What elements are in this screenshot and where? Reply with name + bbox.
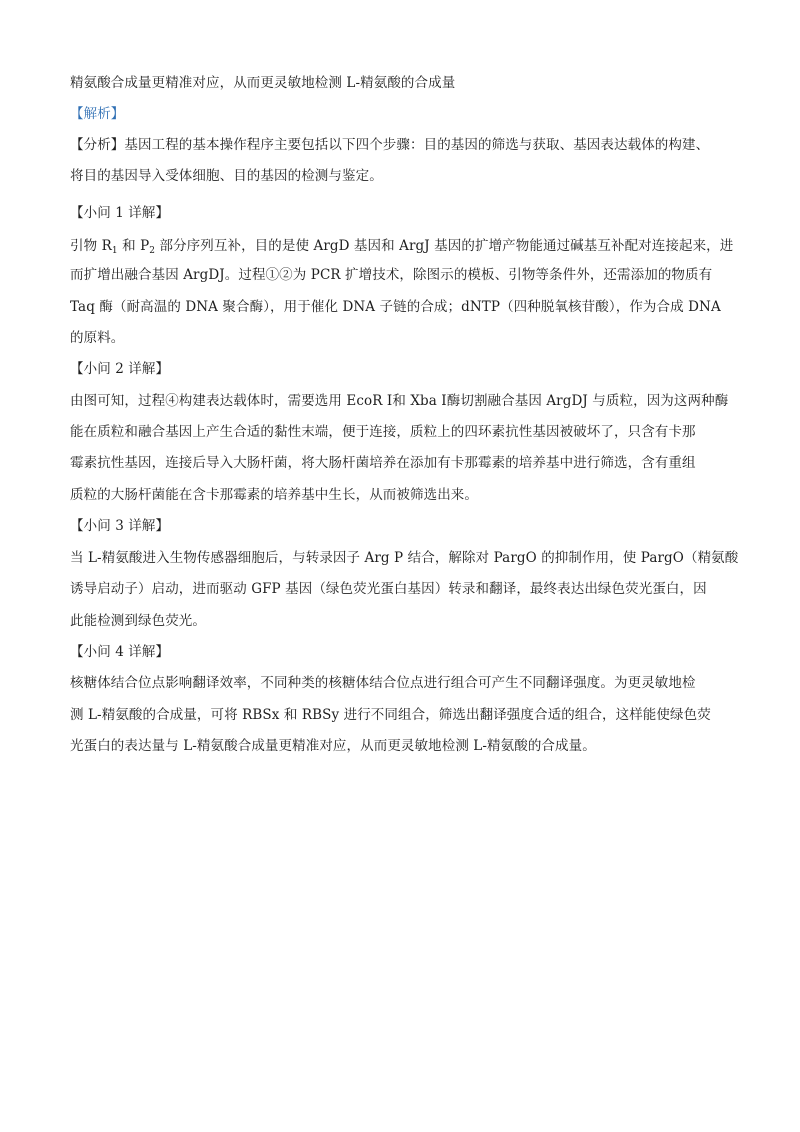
q4-paragraph-line-1: 核糖体结合位点影响翻译效率，不同种类的核糖体结合位点进行组合可产生不同翻译强度。为更灵敏地检	[70, 675, 696, 691]
analysis-label: 【解析】	[70, 106, 125, 122]
q3-paragraph-line-3: 此能检测到绿色荧光。	[70, 613, 206, 629]
q1-text-primer-p: 和 P	[117, 238, 150, 254]
q1-paragraph-line-2: 而扩增出融合基因 ArgDJ。过程①②为 PCR 扩增技术，除图示的模板、引物等条件外，还需添加的物质有	[70, 267, 713, 283]
analysis-paragraph-line-1	[70, 135, 750, 155]
q3-heading: 【小问 3 详解】	[70, 518, 170, 534]
q1-paragraph-line-3: Taq 酶（耐高温的 DNA 聚合酶），用于催化 DNA 子链的合成；dNTP（四种脱氧核苷酸），作为合成 DNA	[70, 299, 721, 315]
q1-heading: 【小问 1 详解】	[70, 205, 170, 221]
q2-paragraph-line-3: 霉素抗性基因，连接后导入大肠杆菌，将大肠杆菌培养在添加有卡那霉素的培养基中进行筛选，含有重组	[70, 455, 696, 471]
q2-heading: 【小问 2 详解】	[70, 361, 170, 377]
q2-paragraph-line-1: 由图可知，过程④构建表达载体时，需要选用 EcoR I和 Xba I酶切割融合基因 ArgDJ 与质粒，因为这两种酶	[70, 393, 729, 409]
q1-subscript-1: 1	[111, 246, 118, 256]
q3-paragraph-line-2: 诱导启动子）启动，进而驱动 GFP 基因（绿色荧光蛋白基因）转录和翻译，最终表达出绿色荧光蛋白，因	[70, 581, 707, 597]
q4-paragraph-line-3: 光蛋白的表达量与 L-精氨酸合成量更精准对应，从而更灵敏地检测 L-精氨酸的合成量。	[70, 738, 596, 754]
analysis-text: 基因工程的基本操作程序主要包括以下四个步骤：目的基因的筛选与获取、基因表达载体的构建、	[124, 137, 710, 153]
q4-heading: 【小问 4 详解】	[70, 644, 170, 660]
q1-paragraph-line-1	[70, 236, 750, 256]
q1-text-rest: 部分序列互补，目的是使 ArgD 基因和 ArgJ 基因的扩增产物能通过碱基互补配对连接起来，进	[155, 238, 734, 254]
continued-text-line: 精氨酸合成量更精准对应，从而更灵敏地检测 L-精氨酸的合成量	[70, 75, 456, 91]
q4-paragraph-line-2: 测 L-精氨酸的合成量，可将 RBSx 和 RBSy 进行不同组合，筛选出翻译强度合适的组合，这样能使绿色荧	[70, 707, 711, 723]
q1-subscript-2: 2	[149, 246, 156, 256]
q1-paragraph-line-4: 的原料。	[70, 330, 125, 346]
analysis-paragraph-line-2: 将目的基因导入受体细胞、目的基因的检测与鉴定。	[70, 168, 383, 184]
q2-paragraph-line-4: 质粒的大肠杆菌能在含卡那霉素的培养基中生长，从而被筛选出来。	[70, 487, 478, 503]
q1-text-primer-r: 引物 R	[70, 238, 112, 254]
q2-paragraph-line-2: 能在质粒和融合基因上产生合适的黏性末端，便于连接，质粒上的四环素抗性基因被破坏了，只含有卡那	[70, 424, 696, 440]
q3-paragraph-line-1: 当 L-精氨酸进入生物传感器细胞后，与转录因子 Arg P 结合，解除对 PargO 的抑制作用，使 PargO（精氨酸	[70, 550, 739, 566]
analysis-heading: 【分析】	[70, 137, 125, 153]
